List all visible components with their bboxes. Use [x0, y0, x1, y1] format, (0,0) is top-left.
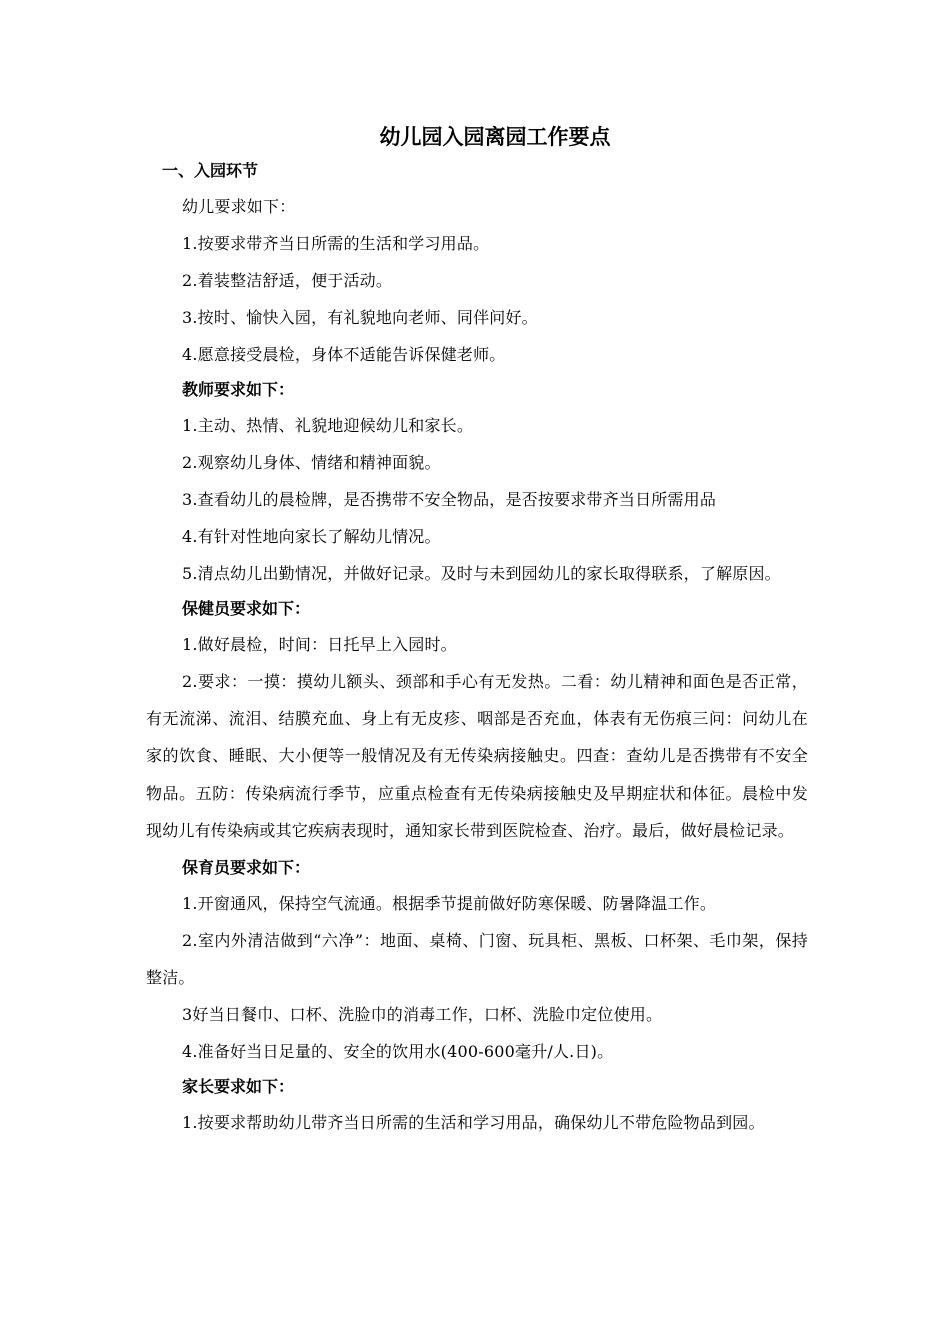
children-requirements-heading: 幼儿要求如下： [182, 197, 296, 216]
teacher-requirements-heading: 教师要求如下： [182, 380, 295, 399]
parent-item-1: 1.按要求帮助幼儿带齐当日所需的生活和学习用品，确保幼儿不带危险物品到园。 [182, 1113, 765, 1133]
teacher-item-4: 4.有针对性地向家长了解幼儿情况。 [182, 527, 441, 546]
health-requirements-heading: 保健员要求如下： [182, 599, 311, 618]
section-heading-entry: 一、入园环节 [162, 161, 259, 180]
parent-requirements-heading: 家长要求如下： [182, 1077, 295, 1097]
children-item-4: 4.愿意接受晨检，身体不适能告诉保健老师。 [182, 345, 506, 364]
caregiver-item-4: 4.准备好当日足量的、安全的饮用水(400-600毫升/人.日)。 [182, 1042, 614, 1062]
children-item-3: 3.按时、愉快入园，有礼貌地向老师、同伴问好。 [182, 308, 538, 327]
document-title: 幼儿园入园离园工作要点 [379, 125, 611, 149]
teacher-item-3: 3.查看幼儿的晨检牌，是否携带不安全物品，是否按要求带齐当日所需用品 [182, 490, 717, 509]
caregiver-item-2: 2.室内外清洁做到“六净”：地面、桌椅、门窗、玩具柜、黑板、口杯架、毛巾架，保持整洁。 [146, 931, 808, 988]
document-body [146, 120, 808, 1141]
caregiver-requirements-heading: 保育员要求如下： [182, 858, 311, 878]
caregiver-item-3: 3好当日餐巾、口杯、洗脸巾的消毒工作，口杯、洗脸巾定位使用。 [182, 1005, 663, 1025]
caregiver-item-1: 1.开窗通风，保持空气流通。根据季节提前做好防寒保暖、防暑降温工作。 [182, 894, 717, 914]
health-item-2: 2.要求：一摸：摸幼儿额头、颈部和手心有无发热。二看：幼儿精神和面色是否正常，有无流涕、流泪、结膜充血、身上有无皮疹、咽部是否充血，体表有无伤痕三问：问幼儿在家的饮食、睡眠、大小便等一般情况及有无传染病接触史。四查：查幼儿是否携带有不安全物品。五防：传染病流行季节，应重点检查有无传染病接触史及早期症状和体征。晨检中发现幼儿有传染病或其它疾病表现时，通知家长带到医院检查、治疗。最后，做好晨检记录。 [146, 672, 808, 840]
teacher-item-1: 1.主动、热情、礼貌地迎候幼儿和家长。 [182, 416, 474, 435]
health-item-1: 1.做好晨检，时间：日托早上入园时。 [182, 635, 457, 654]
children-item-2: 2.着装整洁舒适，便于活动。 [182, 271, 393, 290]
teacher-item-2: 2.观察幼儿身体、情绪和精神面貌。 [182, 453, 441, 472]
children-item-1: 1.按要求带齐当日所需的生活和学习用品。 [182, 234, 490, 253]
teacher-item-5: 5.清点幼儿出勤情况，并做好记录。及时与未到园幼儿的家长取得联系，了解原因。 [182, 564, 781, 583]
